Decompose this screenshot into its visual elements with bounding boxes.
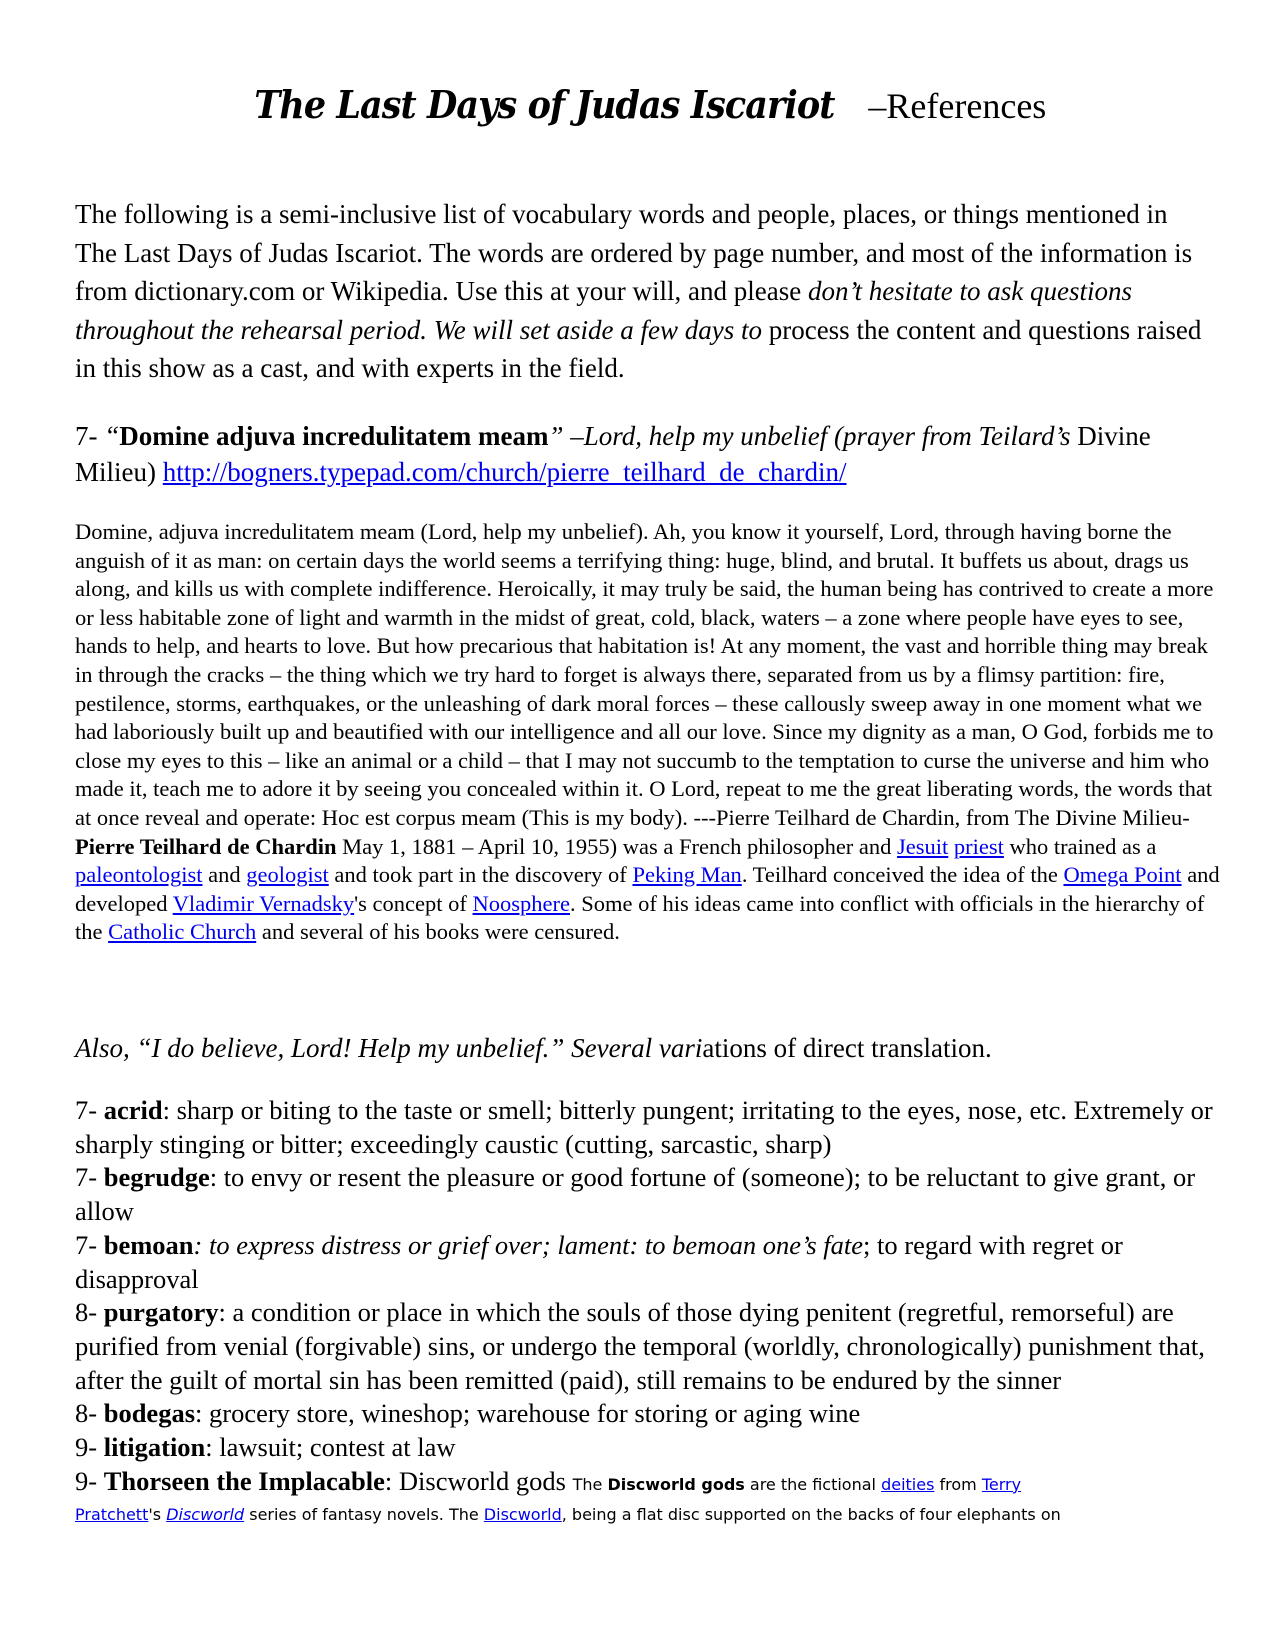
vocab-entry-begrudge [75, 1161, 1225, 1228]
entry-term: Domine adjuva incredulitatem meam [119, 421, 549, 451]
excerpt-text: 's [148, 1505, 167, 1525]
entry-page: 8- [75, 1398, 104, 1429]
discworld-excerpt [573, 1475, 1021, 1494]
close-quote: ” [548, 421, 571, 451]
intro-text-end: process the content and questions raised in this show as a cast, and with experts in the field. [75, 314, 1202, 384]
entry-definition: ; to regard with regret or disapproval [75, 1229, 1123, 1294]
bio-text: May 1, 1881 – April 10, 1955) was a French philosopher and [336, 833, 898, 859]
link-peking-man[interactable]: Peking Man [632, 862, 742, 888]
bio-name: Pierre Teilhard de Chardin [75, 833, 337, 859]
entry-page: 7- [75, 1095, 104, 1125]
entry-domine-adjuva [75, 418, 1225, 490]
prayer-quote-block [75, 518, 1225, 947]
also-plain: ations of direct translation. [702, 1033, 992, 1063]
excerpt-bold: Discworld gods [607, 1474, 745, 1494]
link-label: Discworld [166, 1505, 245, 1525]
link-omega-point[interactable]: Omega Point [1063, 862, 1182, 888]
excerpt-text: are the fictional [744, 1474, 882, 1494]
intro-text: The following is a semi-inclusive list of vocabulary words and people, places, or things mentioned in The Last Days of Judas Iscariot. The words are ordered by page number, and most of the information is from dictionary.com or Wikipedia. Use this at your will, and please [75, 199, 1193, 307]
bio-text: and several of his books were censured. [256, 919, 620, 945]
bio-text: who trained as a [1003, 833, 1157, 859]
link-paleontologist[interactable]: paleontologist [75, 862, 203, 888]
link-deities[interactable]: deities [881, 1474, 935, 1494]
entry-definition: : lawsuit; contest at law [205, 1432, 456, 1463]
entry-page: 9- [75, 1432, 104, 1463]
bio-text: . Teilhard conceived the idea of the [741, 862, 1064, 888]
entry-definition: : grocery store, wineshop; warehouse for storing or aging wine [195, 1398, 861, 1429]
title-suffix: –References [859, 86, 1047, 126]
excerpt-text: series of fantasy novels. The [244, 1505, 484, 1525]
entry-definition: : to envy or resent the pleasure or good fortune of (someone); to be reluctant to give grant, or allow [75, 1162, 1196, 1227]
entry-term: acrid [103, 1095, 163, 1125]
intro-paragraph [75, 195, 1215, 388]
entry-source: Divine Milieu) [75, 421, 1151, 487]
link-priest[interactable]: priest [953, 833, 1004, 859]
page-title [0, 82, 1275, 127]
open-quote: “ [104, 421, 120, 451]
link-discworld[interactable]: Discworld [483, 1505, 562, 1525]
bio-text: and developed [75, 862, 1220, 916]
entry-page: 7- [75, 1229, 104, 1260]
vocab-entry-litigation [75, 1431, 1225, 1465]
also-italic: Also, “I do believe, Lord! Help my unbelief.” Several vari [75, 1033, 703, 1063]
vocab-entry-bemoan [75, 1229, 1225, 1296]
entry-translation: –Lord, help my unbelief (prayer from Teilard’s [570, 421, 1071, 451]
vocab-entry-acrid [75, 1094, 1225, 1161]
excerpt-text: The [572, 1474, 608, 1494]
link-jesuit[interactable]: Jesuit [897, 833, 949, 859]
entry-term: bemoan [103, 1229, 194, 1260]
link-terry[interactable]: Terry [981, 1474, 1022, 1494]
entry-definition: : a condition or place in which the souls of those dying penitent (regretful, remorseful) are purified from venial (forgivable) sins, or undergo the temporal (worldly, chronologically) punishment that, after the guilt of mortal sin has been remitted (paid), still remains to be endured by the sinner [75, 1297, 1205, 1395]
link-vladimir-vernadsky[interactable]: Vladimir Vernadsky [172, 890, 355, 916]
bio-text: and took part in the discovery of [328, 862, 633, 888]
bio-text: and [202, 862, 247, 888]
entry-definition-italic: : to express distress or grief over; lament: to bemoan one’s fate [193, 1229, 864, 1260]
entry-term: begrudge [103, 1162, 210, 1193]
vocab-entry-purgatory [75, 1296, 1225, 1397]
prayer-text: Domine, adjuva incredulitatem meam (Lord, help my unbelief). Ah, you know it yourself, Lord, through having borne the anguish of it as man: on certain days the world seems a terrifying thing: huge, blind, and brutal. It buffets us about, drags us along, and kills us with complete indifference. Heroically, it may truly be said, the human being has contrived to create a more or less habitable zone of light and warmth in the midst of great, cold, black, waters – a zone where people have eyes to see, hands to help, and hearts to love. But how precarious that habitation is! At any moment, the vast and horrible thing may break in through the cracks – the thing which we try hard to forget is always there, separated from us by a flimsy partition: fire, pestilence, storms, earthquakes, or the unleashing of dark moral forces – these callously sweep away in one moment what we had laboriously built up and beautified with our intelligence and all our love. Since my dignity as a man, O God, forbids me to close my eyes to this – like an animal or a child – that I may not succumb to the temptation to curse the universe and him who made it, teach me to adore it by seeing you concealed within it. O Lord, repeat to me the great liberating words, the words that at once reveal and operate: Hoc est corpus meam (This is my body). ---Pierre Teilhard de Chardin, from The Divine Milieu- [75, 519, 1214, 830]
vocab-entry-bodegas [75, 1397, 1225, 1431]
link-noosphere[interactable]: Noosphere [472, 890, 570, 916]
intro-italic-text: don’t hesitate to ask questions throughout the rehearsal period. We will set aside a few days to [75, 276, 1132, 345]
entry-term: litigation [103, 1432, 206, 1463]
entry-definition: : sharp or biting to the taste or smell; bitterly pungent; irritating to the eyes, nose, etc. Extremely or sharply stinging or bitter; exceedingly caustic (cutting, sarcastic, sharp) [75, 1095, 1213, 1159]
entry-term: bodegas [103, 1398, 196, 1429]
vocab-list [75, 1094, 1225, 1529]
entry-definition: : Discworld gods [384, 1465, 573, 1496]
bio-text: . Some of his ideas came into conflict with officials in the hierarchy of the [75, 890, 1205, 945]
title-play-name: The Last Days of Judas Iscariot [253, 82, 835, 127]
entry-page: 8- [75, 1297, 104, 1328]
link-catholic-church[interactable]: Catholic Church [108, 919, 257, 945]
source-link[interactable]: http://bogners.typepad.com/church/pierre_teilhard_de_chardin/ [162, 457, 847, 487]
vocab-entry-thorseen [75, 1465, 1225, 1502]
discworld-excerpt-continued [75, 1501, 1225, 1529]
entry-page: 7- [75, 1162, 104, 1193]
entry-term: Thorseen the Implacable [103, 1465, 385, 1496]
also-note [75, 1030, 1225, 1066]
link-geologist[interactable]: geologist [246, 862, 329, 888]
link-discworld-series[interactable] [166, 1505, 244, 1524]
excerpt-text: from [934, 1474, 982, 1494]
entry-page: 9- [75, 1465, 104, 1496]
entry-term: purgatory [103, 1297, 219, 1328]
link-pratchett[interactable]: Pratchett [75, 1505, 149, 1525]
bio-text: 's concept of [354, 890, 473, 916]
excerpt-text: , being a flat disc supported on the backs of four elephants on [561, 1505, 1061, 1525]
entry-page: 7- [75, 421, 105, 451]
